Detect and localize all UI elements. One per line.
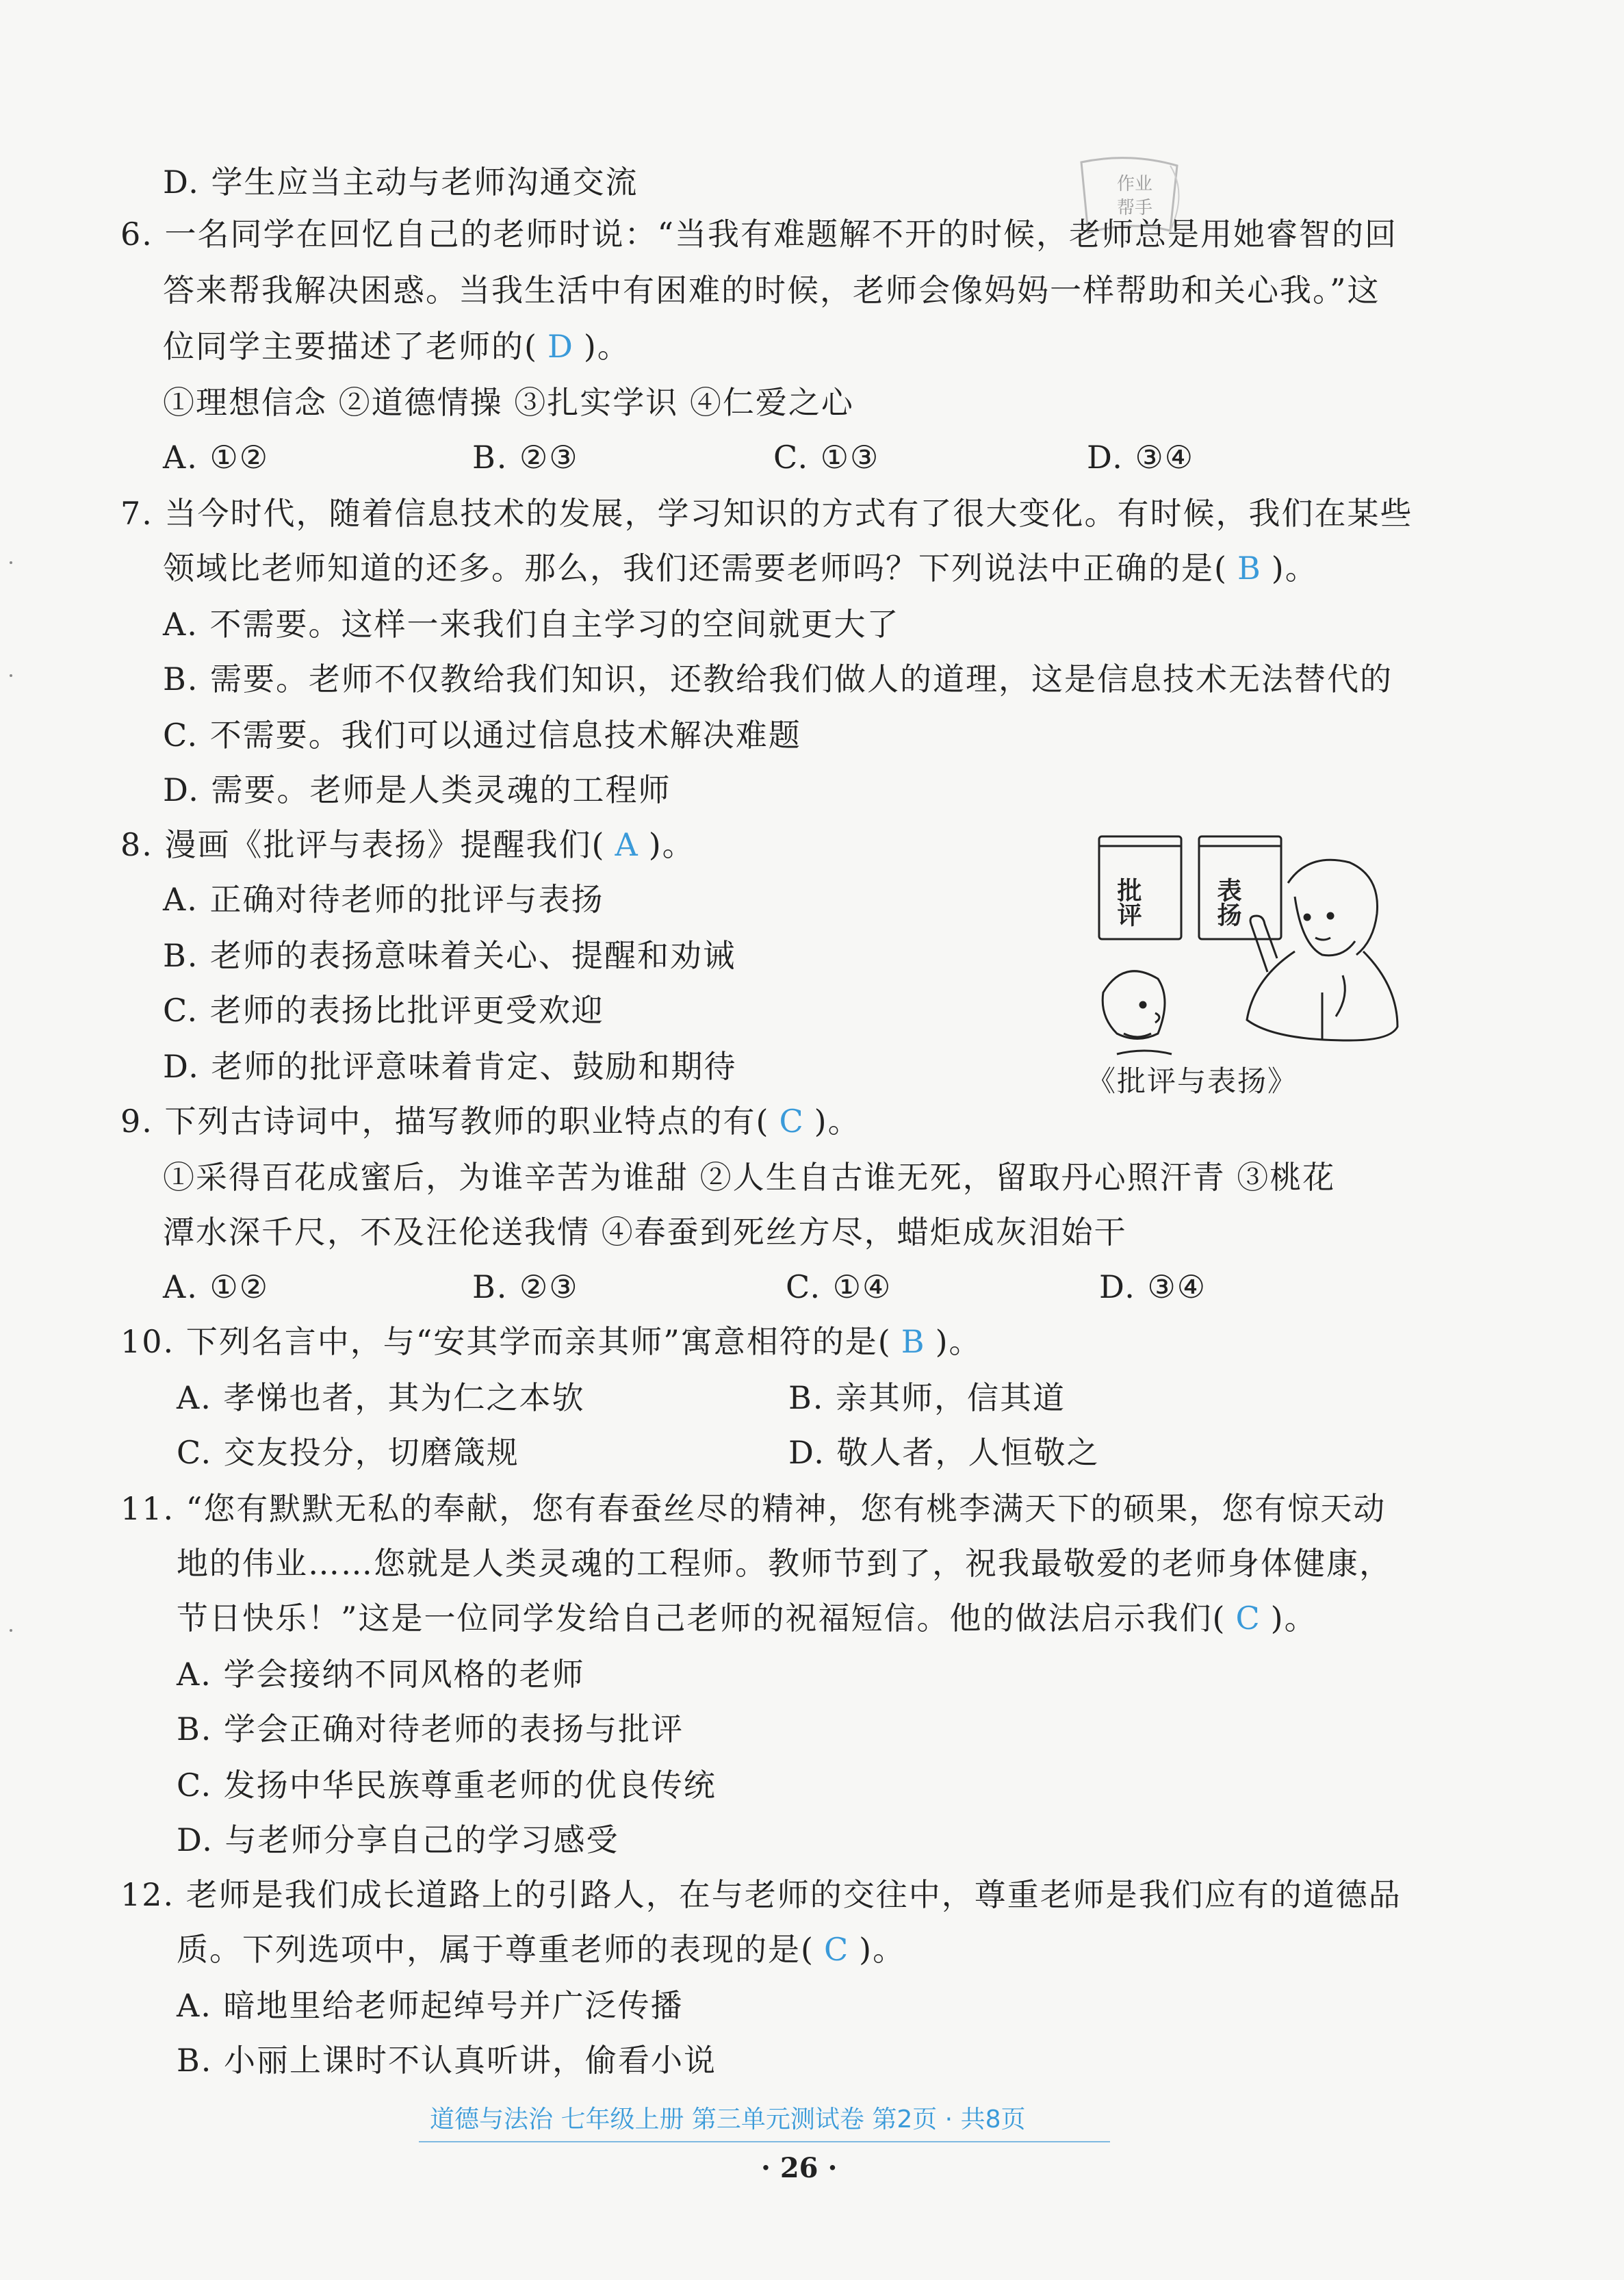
q8-option-d: D. 老师的批评意味着肯定、鼓励和期待 (163, 1048, 737, 1085)
q9-answer: C (779, 1103, 805, 1140)
q10-option-a: A. 孝悌也者，其为仁之本欤 (177, 1379, 585, 1416)
q12-answer: C (823, 1931, 850, 1968)
q8-answer: A (615, 826, 639, 863)
q9-stem-pre: 9. 下列古诗词中，描写教师的职业特点的有( (120, 1103, 770, 1140)
card-left-label: 批评 (1113, 878, 1142, 927)
q7-option-a: A. 不需要。这样一来我们自主学习的空间就更大了 (163, 606, 900, 643)
q12-stem-post: )。 (859, 1931, 906, 1968)
card-right-label: 表扬 (1213, 878, 1242, 927)
q11-option-a: A. 学会接纳不同风格的老师 (177, 1656, 585, 1693)
stamp-line1: 作业 (1117, 174, 1153, 194)
cartoon-illustration (1090, 828, 1404, 1061)
q9-option-c: C. ①④ (786, 1268, 892, 1305)
q10-option-d: D. 敬人者，人恒敬之 (788, 1434, 1100, 1471)
margin-mark (10, 561, 12, 564)
q11-stem-pre: 节日快乐！”这是一位同学发给自己老师的祝福短信。他的做法启示我们( (177, 1600, 1226, 1637)
q7-answer: B (1237, 550, 1262, 587)
q12-stem-line2 (177, 1929, 905, 1970)
q6-stem-pre: 位同学主要描述了老师的( (163, 328, 538, 365)
q8-option-b: B. 老师的表扬意味着关心、提醒和劝诫 (163, 937, 736, 974)
q6-option-d: D. ③④ (1087, 439, 1194, 476)
q11-stem-line1: 11. “您有默默无私的奉献，您有春蚕丝尽的精神，您有桃李满天下的硕果，您有惊天动 (120, 1490, 1387, 1527)
q10-stem-pre: 10. 下列名言中，与“安其学而亲其师”寓意相符的是( (120, 1323, 892, 1360)
q7-option-b: B. 需要。老师不仅教给我们知识，还教给我们做人的道理，这是信息技术无法替代的 (163, 661, 1393, 697)
q8-stem (120, 824, 695, 865)
q7-stem-post: )。 (1271, 550, 1318, 587)
q11-answer: C (1235, 1600, 1261, 1637)
q10-stem (120, 1321, 982, 1362)
q7-stem-line2 (163, 548, 1318, 589)
cartoon-caption: 《批评与表扬》 (1087, 1064, 1298, 1098)
q12-stem-line1: 12. 老师是我们成长道路上的引路人，在与老师的交往中，尊重老师是我们应有的道德品 (120, 1876, 1402, 1913)
page-footer: 道德与法治 七年级上册 第三单元测试卷 第2页 · 共8页 (430, 2105, 1026, 2134)
stamp-line2: 帮手 (1117, 198, 1153, 218)
q11-stem-post: )。 (1270, 1600, 1317, 1637)
q9-option-d: D. ③④ (1099, 1268, 1207, 1305)
q8-option-c: C. 老师的表扬比批评更受欢迎 (163, 992, 604, 1029)
q9-stem (120, 1101, 861, 1142)
q6-stem-line3 (163, 326, 630, 367)
footer-underline (419, 2141, 1110, 2142)
q12-stem-pre: 质。下列选项中，属于尊重老师的表现的是( (177, 1931, 814, 1968)
q12-option-b: B. 小丽上课时不认真听讲，偷看小说 (177, 2042, 717, 2079)
page-number: · 26 · (761, 2152, 838, 2184)
q9-items-line2: 潭水深千尺，不及汪伦送我情 ④春蚕到死丝方尽，蜡炬成灰泪始干 (163, 1214, 1127, 1251)
q10-option-b: B. 亲其师，信其道 (788, 1379, 1066, 1416)
q6-answer: D (547, 328, 574, 365)
q10-answer: B (901, 1323, 926, 1360)
q11-option-b: B. 学会正确对待老师的表扬与批评 (177, 1711, 684, 1747)
q9-option-a: A. ①② (163, 1268, 269, 1305)
q10-stem-post: )。 (935, 1323, 982, 1360)
q7-stem-pre: 领域比老师知道的还多。那么，我们还需要老师吗？下列说法中正确的是( (163, 550, 1228, 587)
q6-stem-line2: 答来帮我解决困惑。当我生活中有困难的时候，老师会像妈妈一样帮助和关心我。”这 (163, 272, 1380, 309)
q6-option-c: C. ①③ (773, 439, 880, 476)
q7-stem-line1: 7. 当今时代，随着信息技术的发展，学习知识的方式有了很大变化。有时候，我们在某些 (120, 495, 1413, 532)
q9-stem-post: )。 (814, 1103, 861, 1140)
q8-stem-pre: 8. 漫画《批评与表扬》提醒我们( (120, 826, 606, 863)
q9-options (163, 1266, 1207, 1307)
q11-option-d: D. 与老师分享自己的学习感受 (177, 1821, 619, 1858)
q9-items-line1: ①采得百花成蜜后，为谁辛苦为谁甜 ②人生自古谁无死，留取丹心照汗青 ③桃花 (163, 1159, 1336, 1196)
q12-option-a: A. 暗地里给老师起绰号并广泛传播 (177, 1987, 684, 2024)
margin-mark (10, 1629, 12, 1632)
margin-mark (10, 674, 12, 677)
q6-items: ①理想信念 ②道德情操 ③扎实学识 ④仁爱之心 (163, 384, 854, 421)
q10-option-c: C. 交友投分，切磨箴规 (177, 1434, 519, 1471)
q6-stem-post: )。 (583, 328, 630, 365)
q7-option-d: D. 需要。老师是人类灵魂的工程师 (163, 771, 671, 808)
q11-stem-line2: 地的伟业……您就是人类灵魂的工程师。教师节到了，祝我最敬爱的老师身体健康， (177, 1545, 1392, 1582)
q6-stem-line1: 6. 一名同学在回忆自己的老师时说：“当我有难题解不开的时候，老师总是用她睿智的回 (120, 216, 1398, 253)
q6-option-a: A. ①② (163, 439, 269, 476)
q5-option-d: D. 学生应当主动与老师沟通交流 (163, 164, 639, 201)
q6-options (163, 437, 1194, 478)
q8-option-a: A. 正确对待老师的批评与表扬 (163, 881, 604, 918)
q8-stem-post: )。 (648, 826, 695, 863)
q11-option-c: C. 发扬中华民族尊重老师的优良传统 (177, 1767, 717, 1804)
q9-option-b: B. ②③ (472, 1268, 579, 1305)
q7-option-c: C. 不需要。我们可以通过信息技术解决难题 (163, 717, 801, 754)
q11-stem-line3 (177, 1598, 1317, 1639)
q6-option-b: B. ②③ (472, 439, 579, 476)
